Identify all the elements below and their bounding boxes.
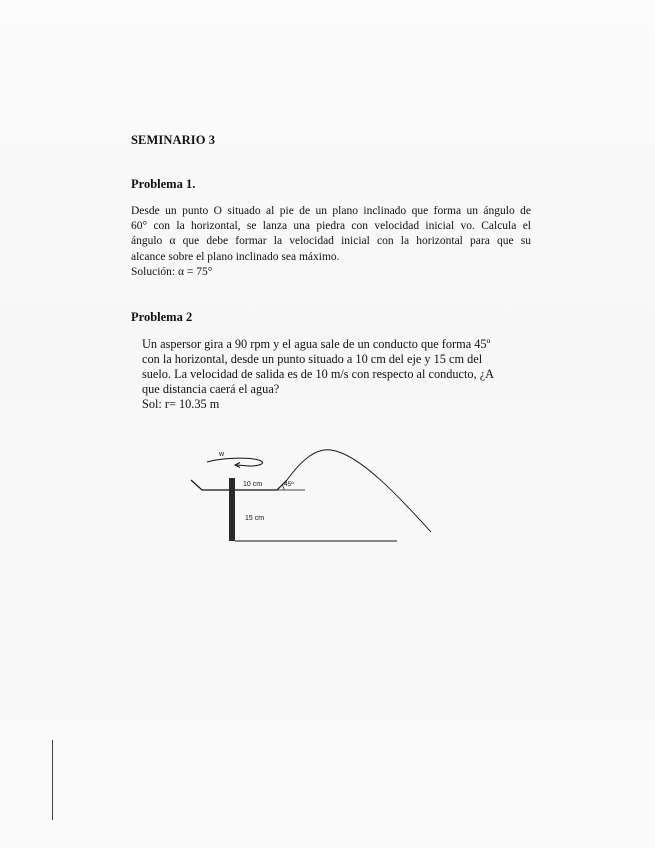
arm-length-label: 10 cm	[243, 481, 263, 488]
problem-1-solution: Solución: α = 75°	[131, 265, 213, 278]
problem-2-solution: Sol: r= 10.35 m	[142, 397, 220, 411]
problem-2-line: Un aspersor gira a 90 rpm y el agua sale de un conducto que forma 45º	[142, 337, 491, 351]
sprinkler-left-arm	[191, 480, 229, 490]
problem-1-line: 60° con la horizontal, se lanza una piedra con velocidad inicial vo. Calcula el	[131, 220, 531, 233]
scan-edge-mark	[52, 740, 53, 820]
water-trajectory	[287, 450, 431, 532]
problem-2-line: que distancia caerá el agua?	[142, 382, 280, 396]
height-label: 15 cm	[245, 515, 265, 522]
problem-2-line: con la horizontal, desde un punto situado a 10 cm del eje y 15 cm del	[142, 352, 483, 366]
omega-label: w	[219, 451, 225, 458]
problem-1-line: ángulo α que debe formar la velocidad inicial con la horizontal para que su	[131, 235, 531, 248]
problem-2-line: suelo. La velocidad de salida es de 10 m/s con respecto al conducto, ¿A	[142, 367, 495, 381]
problem-1-line: Desde un punto O situado al pie de un plano inclinado que forma un ángulo de	[131, 205, 531, 217]
document-title: SEMINARIO 3	[131, 133, 216, 147]
problem-1-line: alcance sobre el plano inclinado sea máximo.	[131, 250, 340, 263]
problem-2-statement	[142, 337, 534, 412]
problem-1-heading: Problema 1.	[131, 177, 196, 191]
problem-1-statement	[131, 204, 531, 280]
sprinkler-diagram	[185, 440, 445, 550]
problem-2-heading: Problema 2	[131, 310, 193, 324]
sprinkler-post	[229, 478, 235, 541]
angle-label: 45º	[284, 481, 294, 488]
